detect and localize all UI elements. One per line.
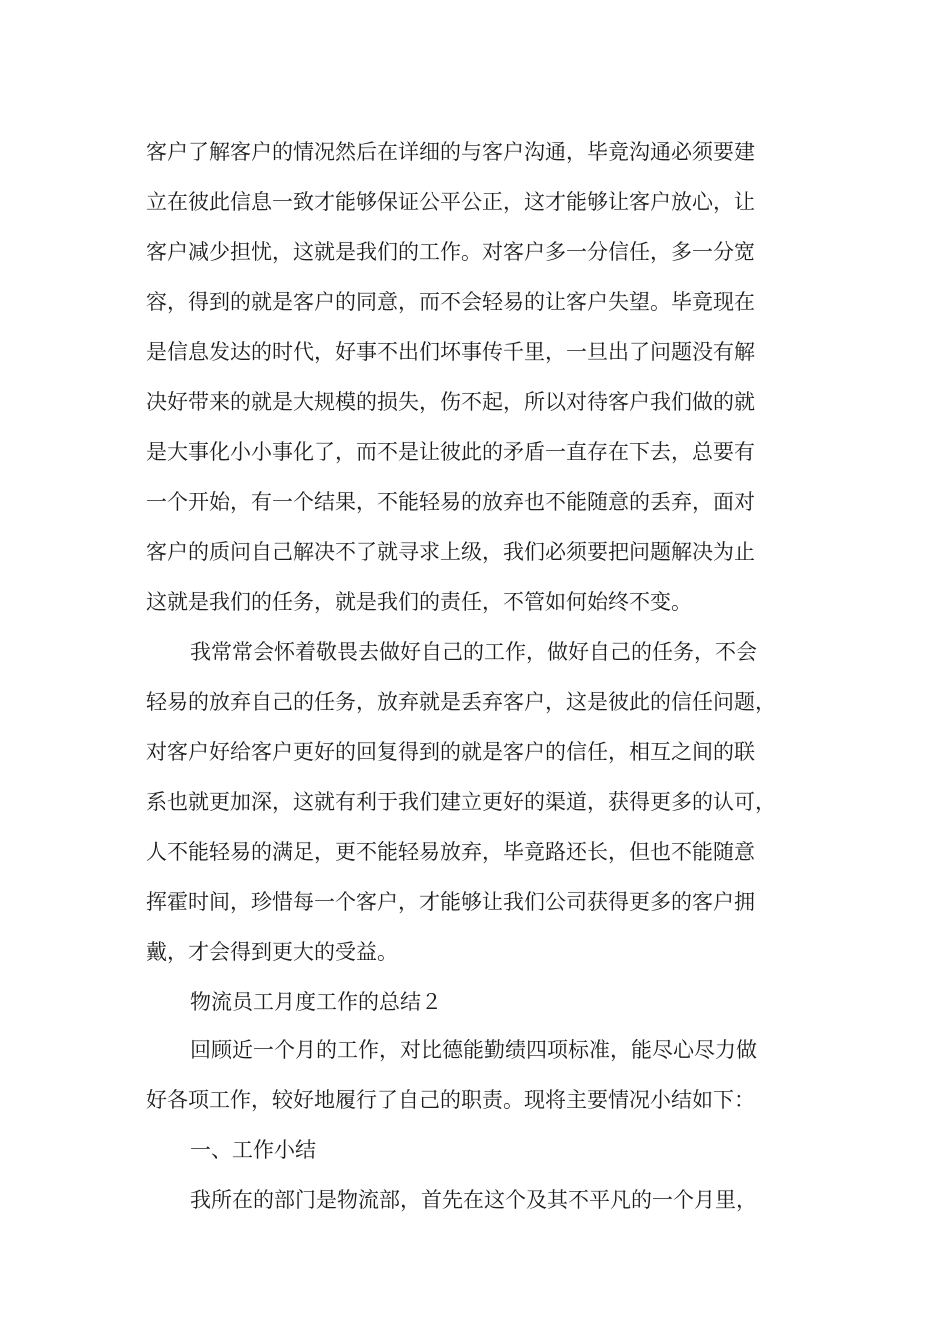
paragraph-line: 我常常会怀着敬畏去做好自己的工作，做好自己的任务，不会 bbox=[190, 640, 757, 664]
paragraph-line: 客户了解客户的情况然后在详细的与客户沟通，毕竟沟通必须要建 bbox=[146, 140, 755, 164]
paragraph-line: 好各项工作，较好地履行了自己的职责。现将主要情况小结如下： bbox=[146, 1088, 755, 1112]
paragraph-line: 决好带来的就是大规模的损失，伤不起，所以对待客户我们做的就 bbox=[146, 390, 755, 414]
paragraph-line: 系也就更加深，这就有利于我们建立更好的渠道，获得更多的认可， bbox=[146, 790, 776, 814]
paragraph-line: 立在彼此信息一致才能够保证公平公正，这才能够让客户放心，让 bbox=[146, 190, 755, 214]
paragraph-line: 客户的质问自己解决不了就寻求上级，我们必须要把问题解决为止 bbox=[146, 540, 755, 564]
paragraph-line: 一个开始，有一个结果，不能轻易的放弃也不能随意的丢弃，面对 bbox=[146, 490, 755, 514]
paragraph-line: 容，得到的就是客户的同意，而不会轻易的让客户失望。毕竟现在 bbox=[146, 290, 755, 314]
paragraph-line: 回顾近一个月的工作，对比德能勤绩四项标准，能尽心尽力做 bbox=[190, 1038, 757, 1062]
paragraph-line: 这就是我们的任务，就是我们的责任，不管如何始终不变。 bbox=[146, 590, 692, 614]
paragraph-line: 挥霍时间，珍惜每一个客户，才能够让我们公司获得更多的客户拥 bbox=[146, 890, 755, 914]
paragraph-line: 对客户好给客户更好的回复得到的就是客户的信任，相互之间的联 bbox=[146, 740, 755, 764]
paragraph-line: 轻易的放弃自己的任务，放弃就是丢弃客户，这是彼此的信任问题， bbox=[146, 690, 776, 714]
paragraph-line: 客户减少担忧，这就是我们的工作。对客户多一分信任，多一分宽 bbox=[146, 240, 755, 264]
paragraph-line: 我所在的部门是物流部，首先在这个及其不平凡的一个月里， bbox=[190, 1188, 757, 1212]
paragraph-line: 人不能轻易的满足，更不能轻易放弃，毕竟路还长，但也不能随意 bbox=[146, 840, 755, 864]
paragraph-line: 是信息发达的时代，好事不出们坏事传千里，一旦出了问题没有解 bbox=[146, 340, 755, 364]
paragraph-line: 戴，才会得到更大的受益。 bbox=[146, 940, 398, 964]
paragraph-line: 是大事化小小事化了，而不是让彼此的矛盾一直存在下去，总要有 bbox=[146, 440, 755, 464]
section-title: 物流员工月度工作的总结２ bbox=[190, 990, 442, 1014]
subsection-heading: 一、工作小结 bbox=[190, 1138, 316, 1162]
